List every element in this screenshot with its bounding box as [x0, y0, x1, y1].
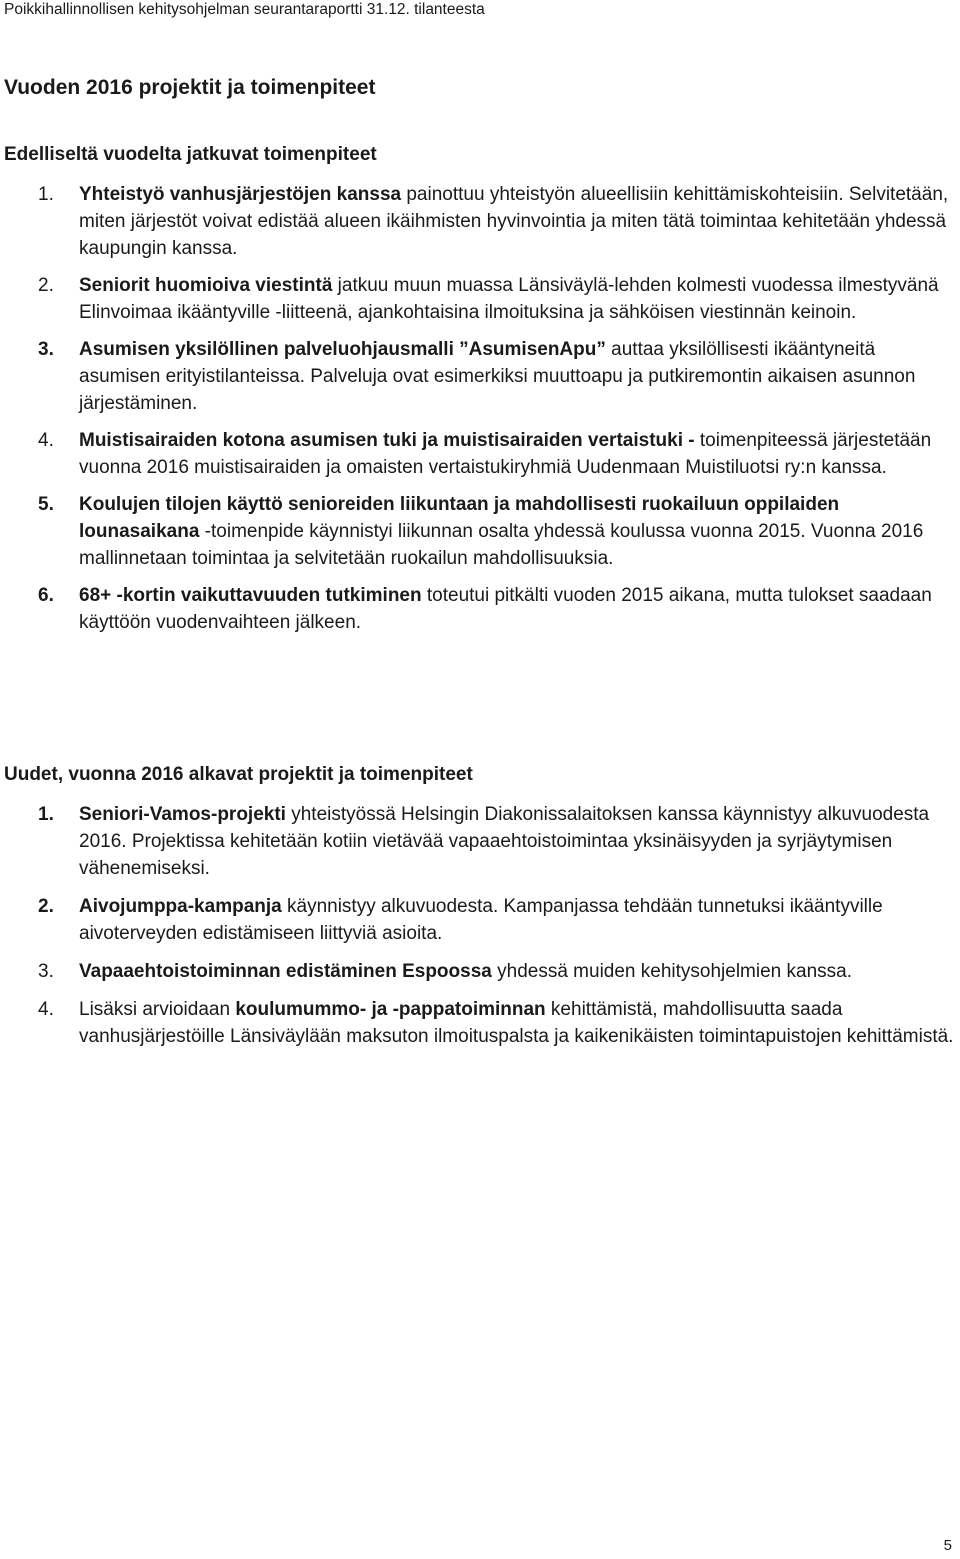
item-bold-title: Seniori-Vamos-projekti [79, 804, 286, 825]
list-item [0, 893, 960, 947]
section-heading-new: Uudet, vuonna 2016 alkavat projektit ja toimenpiteet [4, 764, 473, 785]
item-number: 2. [38, 275, 54, 296]
list-item [0, 427, 960, 481]
item-body: yhdessä muiden kehitysohjelmien kanssa. [491, 961, 852, 982]
item-body: toteutui pitkälti vuoden 2015 aikana, mutta tulokset saadaan käyttöön vuodenvaihteen jälkeen. [79, 585, 932, 633]
item-bold-title: Aivojumppa-kampanja [79, 896, 282, 917]
item-number: 1. [38, 804, 54, 825]
item-text [79, 339, 915, 414]
item-text [79, 585, 932, 633]
item-bold-title: Vapaaehtoistoiminnan edistäminen Espoossa [79, 961, 492, 982]
item-bold-title: koulumummo- ja -pappatoiminnan [235, 999, 546, 1020]
item-bold-title: Asumisen yksilöllinen palveluohjausmalli ”AsumisenApu” [79, 339, 606, 360]
new-projects-list [0, 801, 960, 1061]
item-number: 4. [38, 999, 54, 1020]
item-body: kehittämistä, mahdollisuutta saada vanhusjärjestöille Länsiväylään maksuton ilmoituspalsta ja kaikenikäisten toimintapuistojen kehittämistä. [79, 999, 954, 1047]
item-text [79, 896, 883, 944]
item-number: 6. [38, 585, 54, 606]
item-text [79, 999, 953, 1047]
continuing-actions-list [0, 181, 960, 646]
list-item [0, 996, 960, 1050]
list-item [0, 336, 960, 417]
item-bold-title: Koulujen tilojen käyttö senioreiden liikuntaan ja mahdollisesti ruokailuun oppilaiden lounasaikana [79, 494, 840, 542]
item-number: 1. [38, 184, 54, 205]
item-body: käynnistyy alkuvuodesta. Kampanjassa tehdään tunnetuksi ikääntyville aivoterveyden edistämiseen liittyviä asioita. [79, 896, 883, 944]
list-item [0, 181, 960, 262]
item-number: 3. [38, 339, 54, 360]
item-body: auttaa yksilöllisesti ikääntyneitä asumisen erityistilanteissa. Palveluja ovat esimerkiksi muuttoapu ja putkiremontin aikaisen asunnon järjestäminen. [79, 339, 916, 414]
item-bold-title: Seniorit huomioiva viestintä [79, 275, 333, 296]
item-text [79, 494, 923, 569]
item-body: -toimenpide käynnistyi liikunnan osalta yhdessä koulussa vuonna 2015. Vuonna 2016 mallinnetaan toimintaa ja selvitetään ruokailun mahdollisuuksia. [79, 521, 924, 569]
page-title: Vuoden 2016 projektit ja toimenpiteet [4, 76, 376, 99]
item-number: 2. [38, 896, 54, 917]
list-item [0, 272, 960, 326]
item-number: 5. [38, 494, 54, 515]
item-bold-title: Muistisairaiden kotona asumisen tuki ja muistisairaiden vertaistuki - [79, 430, 695, 451]
item-body: painottuu yhteistyön alueellisiin kehittämiskohteisiin. Selvitetään, miten järjestöt voivat edistää alueen ikäihmisten hyvinvointia ja miten tätä toimintaa kehitetään yhdessä kaupungin kanssa. [79, 184, 949, 259]
item-number: 3. [38, 961, 54, 982]
item-bold-title: Yhteistyö vanhusjärjestöjen kanssa [79, 184, 402, 205]
list-item [0, 582, 960, 636]
list-item [0, 491, 960, 572]
running-header: Poikkihallinnollisen kehitysohjelman seurantaraportti 31.12. tilanteesta [4, 1, 485, 18]
item-number: 4. [38, 430, 54, 451]
list-item [0, 801, 960, 882]
list-item [0, 958, 960, 985]
item-body: yhteistyössä Helsingin Diakonissalaitoksen kanssa käynnistyy alkuvuodesta 2016. Projektissa kehitetään kotiin vietävää vapaaehtoistoimintaa yksinäisyyden ja syrjäytymisen vähenemiseksi. [79, 804, 930, 879]
item-body: toimenpiteessä järjestetään vuonna 2016 muistisairaiden ja omaisten vertaistukiryhmiä Uudenmaan Muistiluotsi ry:n kanssa. [79, 430, 932, 478]
section-heading-continuing: Edelliseltä vuodelta jatkuvat toimenpiteet [4, 144, 377, 165]
item-text [79, 184, 948, 259]
item-body: jatkuu muun muassa Länsiväylä-lehden kolmesti vuodessa ilmestyvänä Elinvoimaa ikääntyville -liitteenä, ajankohtaisina ilmoituksina ja sähköisen viestinnän keinoin. [79, 275, 939, 323]
item-text [79, 430, 931, 478]
item-text [79, 275, 939, 323]
page-number: 5 [943, 1537, 952, 1554]
item-text [79, 961, 852, 982]
item-bold-title: 68+ -kortin vaikuttavuuden tutkiminen [79, 585, 422, 606]
item-lead: Lisäksi arvioidaan [79, 999, 236, 1020]
item-text [79, 804, 929, 879]
